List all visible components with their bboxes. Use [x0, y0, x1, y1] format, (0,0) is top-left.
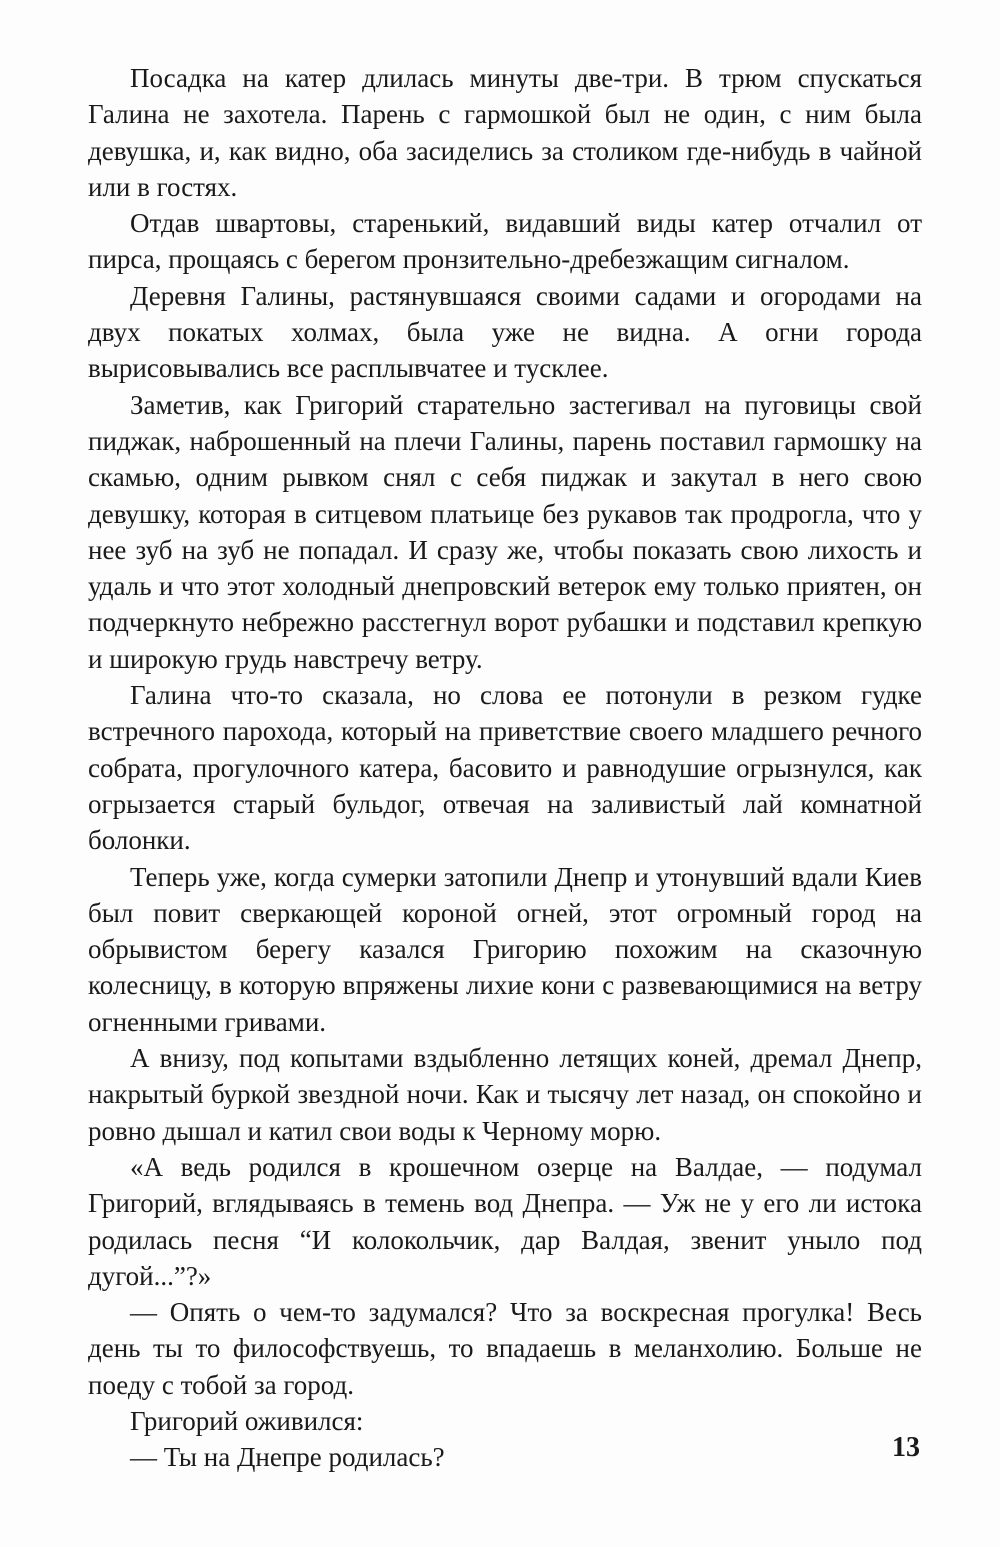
paragraph: А внизу, под копытами вздыбленно летящих коней, дремал Днепр, накрытый буркой звездной ночи. Как и тысячу лет назад, он спокойно и ровно дышал и катил свои воды к Черному морю. — [88, 1043, 922, 1146]
paragraph: Теперь уже, когда сумерки затопили Днепр и утонувший вдали Киев был повит сверкающей короной огней, этот огромный город на обрывистом берегу казался Григорию похожим на сказочную колесницу, в которую впряжены лихие кони с развевающимися на ветру огненными гривами. — [88, 861, 922, 1037]
paragraph: — Опять о чем-то задумался? Что за воскресная прогулка! Весь день ты то философствуешь, то впадаешь в меланхолию. Больше не поеду с тобой за город. — [88, 1297, 922, 1400]
page-number: 13 — [892, 1432, 920, 1463]
paragraph: Посадка на катер длилась минуты две-три. В трюм спускаться Галина не захотела. Парень с гармошкой был не один, с ним была девушка, и, как видно, оба засиделись за столиком где-нибудь в чайной или в гостях. — [88, 63, 922, 202]
paragraph: Деревня Галины, растянувшаяся своими садами и огородами на двух покатых холмах, была уже не видна. А огни города вырисовывались все расплывчатее и тусклее. — [88, 280, 922, 384]
paragraph: Галина что-то сказала, но слова ее потонули в резком гудке встречного парохода, который на приветствие своего младшего речного собрата, прогулочного катера, басовито и равнодушие огрызнулся, как огрызается старый бульдог, отвечая на заливистый лай комнатной болонки. — [88, 680, 922, 856]
paragraph: Заметив, как Григорий старательно застегивал на пуговицы свой пиджак, наброшенный на плечи Галины, парень поставил гармошку на скамью, одним рывком снял с себя пиджак и закутал в него свою девушку, которая в ситцевом платьице без рукавов так продрогла, что у нее зуб на зуб не попадал. И сразу же, чтобы показать свою лихость и удаль и что этот холодный днепровский ветерок ему только приятен, он подчеркнуто небрежно расстегнул ворот рубашки и подставил крепкую и широкую грудь навстречу ветру. — [88, 389, 922, 674]
paragraph: — Ты на Днепре родилась? — [130, 1442, 445, 1473]
paragraph: «А ведь родился в крошечном озерце на Валдае, — подумал Григорий, вглядываясь в темень вод Днепра. — Уж не у его ли истока родилась песня “И колокольчик, дар Валдая, звенит уныло под дугой...”?» — [88, 1151, 922, 1291]
paragraph: Григорий оживился: — [130, 1405, 364, 1436]
body-text — [88, 60, 922, 1476]
paragraph: Отдав швартовы, старенький, видавший виды катер отчалил от пирса, прощаясь с берегом пронзительно-дребезжащим сигналом. — [88, 208, 922, 275]
